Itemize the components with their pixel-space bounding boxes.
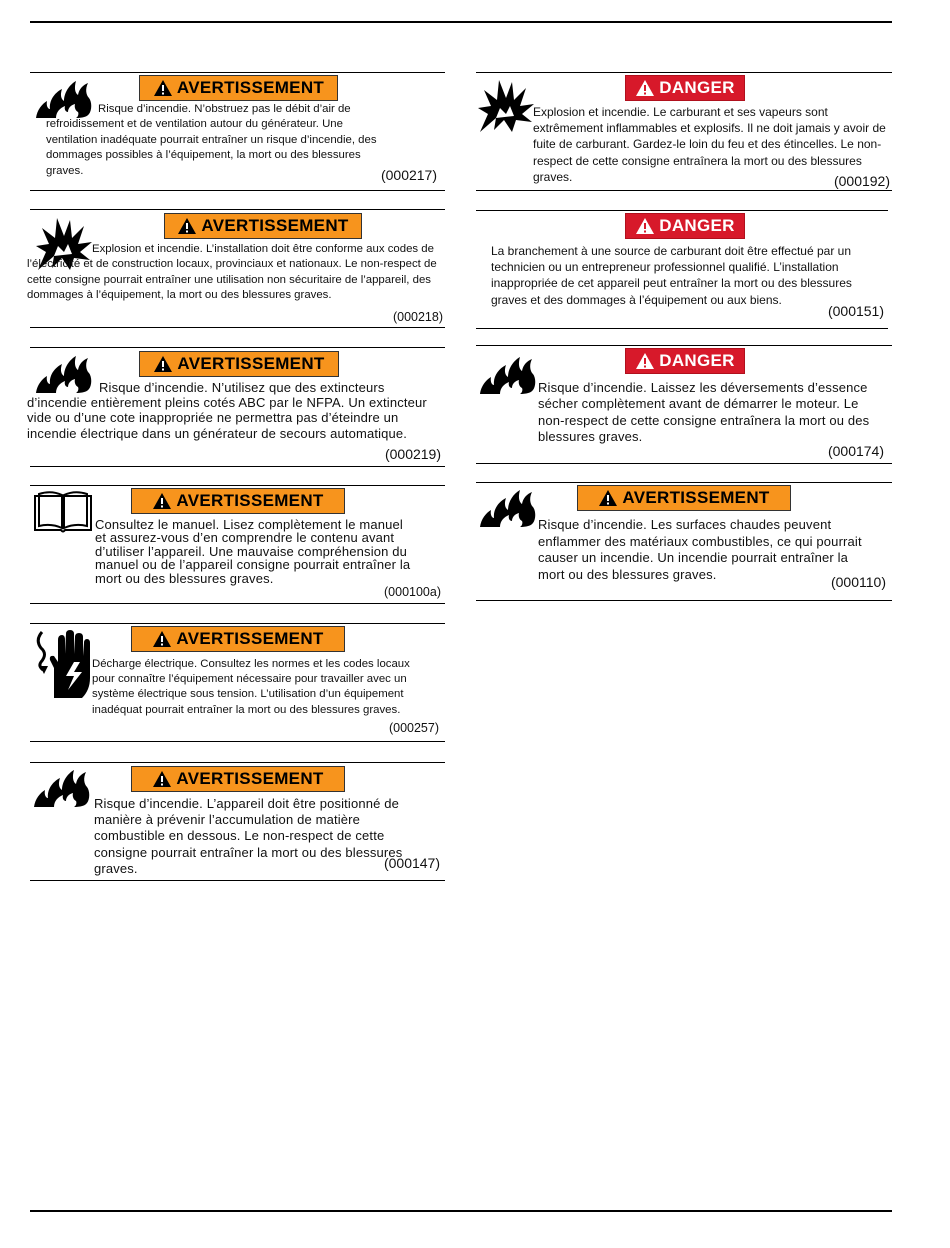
signal-word: DANGER bbox=[659, 216, 735, 235]
bottom-rule bbox=[30, 1210, 892, 1212]
warning-triangle-icon bbox=[177, 217, 197, 235]
electric-shock-hand-icon bbox=[32, 628, 92, 700]
message-text: Explosion et incendie. L’installation doit être conforme aux codes de l’électricité et de construction locaux, provinciaux et nationaux. Le non-respect de cette consigne pourrait entraîner une utilisation non sécuritaire de l’appareil, des dommages à l’équipement, la mort ou des blessures graves. bbox=[27, 243, 437, 302]
fire-icon bbox=[32, 766, 92, 808]
warning-triangle-icon bbox=[152, 770, 172, 788]
safety-message-000218 bbox=[27, 209, 445, 328]
message-code: (000147) bbox=[383, 855, 440, 871]
message-text: Risque d’incendie. N’utilisez que des extincteurs d’incendie entièrement pleins cotés ABC par le NFPA. Un extincteur vide ou d’une cote inappropriée ne permettra pas d’éteindre un incendie électrique dans un générateur de secours automatique. bbox=[27, 380, 427, 441]
signal-word: DANGER bbox=[659, 78, 735, 97]
warning-triangle-icon bbox=[635, 217, 655, 235]
signal-word: DANGER bbox=[659, 351, 735, 370]
message-code: (000218) bbox=[392, 310, 443, 324]
warning-badge bbox=[131, 766, 345, 792]
warning-badge bbox=[577, 485, 791, 511]
safety-message-000147 bbox=[30, 762, 445, 881]
message-code: (000100a) bbox=[384, 585, 441, 599]
danger-badge bbox=[625, 75, 745, 101]
message-code: (000257) bbox=[388, 721, 439, 735]
signal-word: AVERTISSEMENT bbox=[201, 216, 349, 235]
safety-message-000257 bbox=[30, 623, 445, 742]
message-text: Risque d’incendie. L’appareil doit être positionné de manière à prévenir l’accumulation de matière combustible en dessous. Le non-respect de cette consigne pourrait entraîner la mort ou des blessures graves. bbox=[94, 796, 403, 876]
message-text: La branchement à une source de carburant doit être effectué par un technicien ou un entrepreneur professionnel qualifié. L’installation inappropriée de cet appareil peut entraîner la mort ou des blessures graves et des dommages à l’équipement ou aux biens. bbox=[491, 244, 852, 307]
message-text: Décharge électrique. Consultez les normes et les codes locaux pour connaître l’équipement nécessaire pour travailler avec un système électrique sous tension. L’utilisation d’un équipement inadéquat pourrait entraîner la mort ou des blessures graves. bbox=[92, 658, 410, 716]
warning-triangle-icon bbox=[153, 79, 173, 97]
manual-book-icon bbox=[33, 490, 93, 534]
message-code: (000192) bbox=[833, 173, 890, 189]
danger-badge bbox=[625, 213, 745, 239]
message-code: (000174) bbox=[827, 443, 884, 459]
message-text: Explosion et incendie. Le carburant et ses vapeurs sont extrêmement inflammables et explosifs. Il ne doit jamais y avoir de fuite de carburant. Gardez-le loin du feu et des étincelles. Le non-respect de cette consigne entraînera la mort ou des blessures graves. bbox=[533, 105, 886, 184]
warning-badge bbox=[139, 75, 338, 101]
warning-triangle-icon bbox=[152, 492, 172, 510]
danger-badge bbox=[625, 348, 745, 374]
warning-triangle-icon bbox=[635, 79, 655, 97]
signal-word: AVERTISSEMENT bbox=[176, 491, 324, 510]
safety-message-000110 bbox=[476, 482, 892, 601]
safety-message-000192 bbox=[476, 72, 892, 191]
warning-triangle-icon bbox=[153, 355, 173, 373]
warning-badge bbox=[139, 351, 339, 377]
safety-message-000219 bbox=[27, 347, 445, 467]
top-rule bbox=[30, 21, 892, 23]
warning-triangle-icon bbox=[598, 489, 618, 507]
message-code: (000151) bbox=[827, 303, 884, 319]
safety-message-000151 bbox=[476, 210, 888, 329]
message-text: Risque d’incendie. Les surfaces chaudes peuvent enflammer des matériaux combustibles, ce qui pourrait causer un incendie. Un incendie pourrait entraîner la mort ou des blessures graves. bbox=[538, 517, 862, 582]
signal-word: AVERTISSEMENT bbox=[176, 78, 325, 97]
warning-badge bbox=[164, 213, 362, 239]
message-code: (000217) bbox=[380, 167, 437, 183]
signal-word: AVERTISSEMENT bbox=[622, 488, 770, 507]
signal-word: AVERTISSEMENT bbox=[176, 769, 324, 788]
fire-icon bbox=[478, 485, 538, 529]
safety-message-000100a bbox=[30, 485, 445, 604]
fire-icon bbox=[478, 350, 538, 398]
message-text: Risque d’incendie. N’obstruez pas le débit d’air de refroidissement et de ventilation autour du générateur. Une ventilation inadéquate pourrait entraîner un risque d’incendie, des dommages possibles à l’équipement, la mort ou des blessures graves. bbox=[46, 103, 377, 177]
safety-message-000217 bbox=[30, 72, 445, 191]
warning-badge bbox=[131, 626, 345, 652]
message-text: Consultez le manuel. Lisez complètement le manuel et assurez-vous d’en comprendre le contenu avant d’utiliser l’appareil. Une mauvaise compréhension du manuel ou de l’appareil consigne pourrait entraîner la mort ou des blessures graves. bbox=[95, 517, 411, 586]
message-code: (000219) bbox=[384, 446, 441, 462]
message-text: Risque d’incendie. Laissez les déversements d’essence sécher complètement avant de démarrer le moteur. Le non-respect de cette consigne entraînera la mort ou des blessures graves. bbox=[538, 380, 870, 445]
explosion-icon bbox=[478, 77, 534, 135]
signal-word: AVERTISSEMENT bbox=[177, 354, 325, 373]
signal-word: AVERTISSEMENT bbox=[176, 629, 324, 648]
message-code: (000110) bbox=[830, 574, 886, 590]
warning-triangle-icon bbox=[152, 630, 172, 648]
warning-triangle-icon bbox=[635, 352, 655, 370]
safety-message-000174 bbox=[476, 345, 892, 464]
warning-badge bbox=[131, 488, 345, 514]
